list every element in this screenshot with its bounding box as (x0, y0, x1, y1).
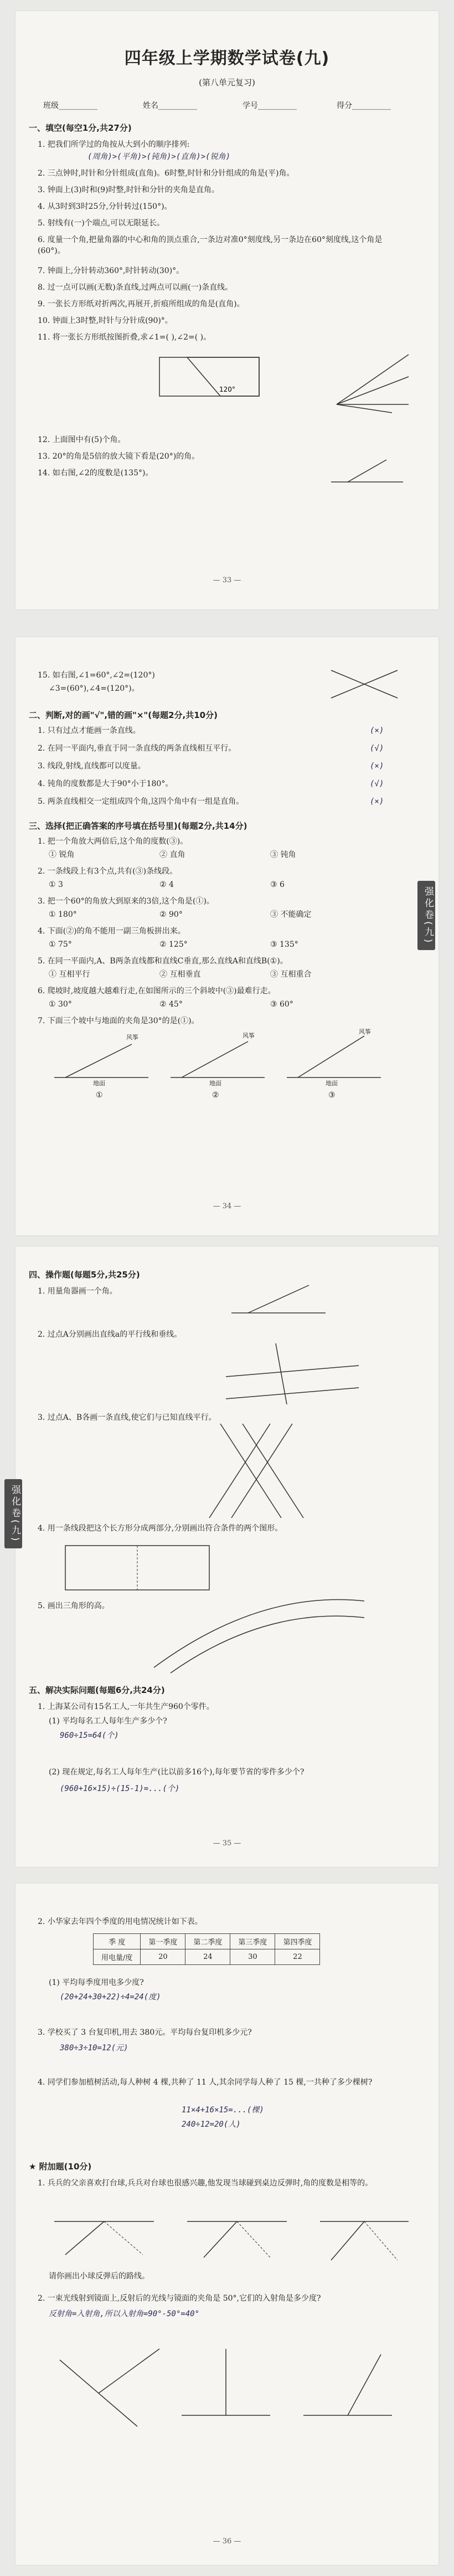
exam-page-1 (16, 11, 438, 609)
ground-label-1: 地面 (93, 1080, 105, 1087)
judge-3-answer: (×) (370, 762, 384, 771)
choice-5: 5. 在同一平面内,A、B两条直线都和直线C垂直,那么直线A和直线B(①)。 (38, 957, 288, 966)
problem-1-answer-1: 960÷15=64(个) (60, 1731, 119, 1740)
table-cell: 24 (185, 1949, 230, 1965)
choice-4: 4. 下面(②)的角不能用一副三角板拼出来。 (38, 927, 185, 936)
problem-1-part-1: (1) 平均每名工人每年生产多少个? (49, 1717, 167, 1726)
choice-5-opt-2: ② 互相垂直 (159, 970, 201, 979)
choice-1: 1. 把一个角放大两倍后,这个角的度数(③)。 (38, 837, 188, 846)
question-7: 7. 钟面上,分针转动360°,时针转动(30)°。 (38, 266, 184, 275)
question-12: 12. 上面图中有(5)个角。 (38, 435, 126, 444)
lines-through-points-drawing (198, 1424, 309, 1518)
question-14: 14. 如右图,∠2的度数是(135°)。 (38, 469, 153, 478)
answer-1: (周角)>(平角)>(钝角)>(直角)>(锐角) (87, 152, 231, 161)
page-number: — 35 — (213, 1839, 241, 1848)
problem-1-part-2: (2) 现在规定,每名工人每年生产(比以前多16个),每年要节省的零件多少个? (49, 1768, 305, 1777)
exam-title: 四年级上学期数学试卷(九) (124, 49, 330, 68)
fig-angle-label: 120° (219, 386, 235, 393)
exam-subtitle: (第八单元复习) (199, 78, 255, 88)
operation-2: 2. 过点A分别画出直线a的平行线和垂线。 (38, 1330, 182, 1339)
problem-1-answer-2: (960+16×15)÷(15-1)=...(个) (60, 1784, 180, 1793)
billiard-figure-3 (314, 2205, 414, 2266)
page-number: — 33 — (213, 576, 241, 584)
judge-5: 5. 两条直线相交一定组成四个角,这四个角中有一组是直角。 (38, 797, 244, 806)
parallel-perpendicular-drawing (226, 1343, 364, 1404)
judge-2-answer: (√) (370, 744, 384, 753)
operation-4: 4. 用一条线段把这个长方形分成两部分,分别画出符合条件的两个图形。 (38, 1524, 283, 1533)
kite-label-2: 风筝 (243, 1032, 255, 1039)
problem-2-answer: (20+24+30+22)÷4=24(度) (60, 1993, 161, 2002)
intersecting-lines-figure (326, 654, 403, 709)
choice-2-opt-1: ① 3 (49, 880, 63, 889)
page-number: — 34 — (213, 1202, 241, 1210)
kite-option-2: ② (212, 1091, 219, 1100)
table-cell: 20 (141, 1949, 185, 1965)
choice-6-opt-3: ③ 60° (270, 1000, 293, 1009)
table-cell: 22 (275, 1949, 320, 1965)
side-tab-label: 强化卷(九) (4, 1479, 22, 1548)
question-15a: 15. 如右图,∠1=60°,∠2=(120°) (38, 671, 155, 680)
choice-4-opt-2: ② 125° (159, 940, 188, 949)
problem-3: 3. 学校买了 3 台复印机,用去 380元。平均每台复印机多少元? (38, 2028, 252, 2037)
rays-figure (326, 343, 414, 415)
table-cell: 用电量/度 (94, 1949, 141, 1965)
folded-paper-figure (154, 352, 265, 407)
mirror-reflection-figures (49, 2338, 403, 2432)
table-header-cell: 第二季度 (185, 1934, 230, 1949)
choice-4-opt-3: ③ 135° (270, 940, 298, 949)
table-header-row (94, 1934, 320, 1949)
choice-1-opt-1: ① 锐角 (49, 850, 75, 859)
choice-3: 3. 把一个60°的角放大到原来的3倍,这个角是(①)。 (38, 897, 214, 906)
page-number: — 36 — (213, 2537, 241, 2546)
problem-2-part-1: (1) 平均每季度用电多少度? (49, 1978, 144, 1987)
question-6: 6. 度量一个角,把量角器的中心和角的顶点重合,一条边对准0°刻度线,另一条边在60°刻度线,这个角是(60°)。 (38, 235, 383, 255)
question-4: 4. 从3时到3时25分,分针转过(150°)。 (38, 202, 172, 211)
question-8: 8. 过一点可以画(无数)条直线,过两点可以画(一)条直线。 (38, 283, 233, 292)
choice-6: 6. 爬坡时,坡度越大越难行走,在如图所示的三个斜坡中(③)最难行走。 (38, 987, 276, 995)
choice-2-opt-2: ② 4 (159, 880, 174, 889)
table-header-cell: 第四季度 (275, 1934, 320, 1949)
choice-3-opt-2: ② 90° (159, 910, 183, 919)
choice-5-opt-1: ① 互相平行 (49, 970, 90, 979)
section-problems: 五、解决实际问题(每题6分,共24分) (29, 1685, 165, 1695)
section-fill-in: 一、填空(每空1分,共27分) (29, 123, 132, 133)
question-5: 5. 射线有(一)个端点,可以无限延长。 (38, 219, 165, 228)
choice-6-opt-2: ② 45° (159, 1000, 183, 1009)
extra-2-answer: 反射角=入射角,所以入射角=90°-50°=40° (49, 2310, 200, 2318)
extra-1-instruction: 请你画出小球反弹后的路线。 (49, 2272, 149, 2281)
table-header-cell: 第一季度 (141, 1934, 185, 1949)
section-judge: 二、判断,对的画"√",错的画"×"(每题2分,共10分) (29, 710, 218, 720)
choice-1-opt-2: ② 直角 (159, 850, 185, 859)
section-extra: ★ 附加题(10分) (29, 2162, 92, 2172)
judge-5-answer: (×) (370, 797, 384, 806)
ground-label-2: 地面 (209, 1080, 221, 1087)
choice-6-opt-1: ① 30° (49, 1000, 72, 1009)
question-1: 1. 把我们所学过的角按从大到小的顺序排列: (38, 140, 190, 149)
choice-4-opt-1: ① 75° (49, 940, 72, 949)
table-header-cell: 季 度 (94, 1934, 141, 1949)
problem-4: 4. 同学们参加植树活动,每人种树 4 棵,共种了 11 人,其余同学每人种了 15 棵,一共种了多少棵树? (38, 2078, 373, 2087)
question-9: 9. 一张长方形纸对折两次,再展开,折痕所组成的角是(直角)。 (38, 300, 245, 309)
question-10: 10. 钟面上3时整,时针与分针成(90)°。 (38, 316, 173, 325)
table-cell: 30 (230, 1949, 275, 1965)
choice-3-opt-1: ① 180° (49, 910, 77, 919)
billiard-figure-1 (49, 2205, 159, 2266)
name-field: 姓名__________ (143, 101, 197, 110)
choice-2: 2. 一条线段上有3个点,共有(③)条线段。 (38, 867, 178, 876)
choice-2-opt-3: ③ 6 (270, 880, 285, 889)
table-row (94, 1949, 320, 1965)
question-2: 2. 三点钟时,时针和分针组成(直角)。6时整,时针和分针组成的角是(平)角。 (38, 169, 295, 178)
number-field: 学号__________ (243, 101, 297, 110)
question-11: 11. 将一张长方形纸按图折叠,求∠1=( ),∠2=( )。 (38, 333, 211, 342)
judge-1: 1. 只有过点才能画一条直线。 (38, 726, 141, 735)
choice-3-opt-3: ③ 不能确定 (270, 910, 312, 919)
score-field: 得分__________ (337, 101, 391, 110)
section-choice: 三、选择(把正确答案的序号填在括号里)(每题2分,共14分) (29, 821, 247, 831)
kite-label-3: 风筝 (359, 1028, 371, 1035)
kite-option-3: ③ (328, 1091, 336, 1100)
angle-figure-q14 (326, 454, 409, 488)
choice-1-opt-3: ③ 钝角 (270, 850, 296, 859)
question-3: 3. 钟面上(3)时和(9)时整,时针和分针的夹角是直角。 (38, 186, 219, 194)
curved-road-drawing (148, 1579, 370, 1673)
question-13: 13. 20°的角是5倍的放大镜下看是(20°)的角。 (38, 452, 200, 461)
class-field: 班级__________ (43, 101, 97, 110)
choice-7: 7. 下面三个坡中与地面的夹角是30°的是(①)。 (38, 1017, 199, 1025)
exam-page-3 (9, 1246, 438, 1867)
judge-1-answer: (×) (370, 726, 384, 735)
exam-page-4 (16, 1884, 438, 2565)
billiard-figure-2 (182, 2205, 292, 2266)
operation-1: 1. 用量角器画一个角。 (38, 1287, 117, 1296)
section-operation: 四、操作题(每题5分,共25分) (29, 1270, 140, 1280)
problem-4-answer-2: 240÷12=20(人) (182, 2120, 241, 2129)
table-header-cell: 第三季度 (230, 1934, 275, 1949)
problem-1: 1. 上海某公司有15名工人,一年共生产960个零件。 (38, 1702, 214, 1711)
operation-5: 5. 画出三角形的高。 (38, 1602, 110, 1610)
extra-2: 2. 一束光线射到镜面上,反射后的光线与镜面的夹角是 50°,它们的入射角是多少度? (38, 2294, 321, 2303)
ground-label-3: 地面 (326, 1080, 338, 1087)
judge-2: 2. 在同一平面内,垂直于同一条直线的两条直线相互平行。 (38, 744, 236, 753)
kite-label-1: 风筝 (126, 1034, 138, 1041)
exam-page-2 (16, 637, 438, 1235)
electricity-table (93, 1933, 320, 1965)
angle-drawing (226, 1280, 337, 1324)
problem-3-answer: 380÷3÷10=12(元) (60, 2044, 128, 2052)
side-tab-label: 强化卷(九) (417, 881, 435, 950)
operation-3: 3. 过点A、B各画一条直线,使它们与已知直线平行。 (38, 1413, 216, 1422)
problem-4-answer-1: 11×4+16×15=...(棵) (182, 2106, 264, 2115)
choice-5-opt-3: ③ 互相重合 (270, 970, 312, 979)
problem-2: 2. 小华家去年四个季度的用电情况统计如下表。 (38, 1917, 203, 1926)
extra-1: 1. 兵兵的父亲喜欢打台球,兵兵对台球也很感兴趣,他发现当球碰到桌边反弹时,角的度数是相等的。 (38, 2179, 373, 2188)
kite-option-1: ① (96, 1091, 103, 1100)
judge-4: 4. 钝角的度数都是大于90°小于180°。 (38, 779, 173, 788)
question-15b: ∠3=(60°),∠4=(120°)。 (49, 684, 140, 693)
judge-3: 3. 线段,射线,直线都可以度量。 (38, 762, 146, 771)
judge-4-answer: (√) (370, 779, 384, 788)
